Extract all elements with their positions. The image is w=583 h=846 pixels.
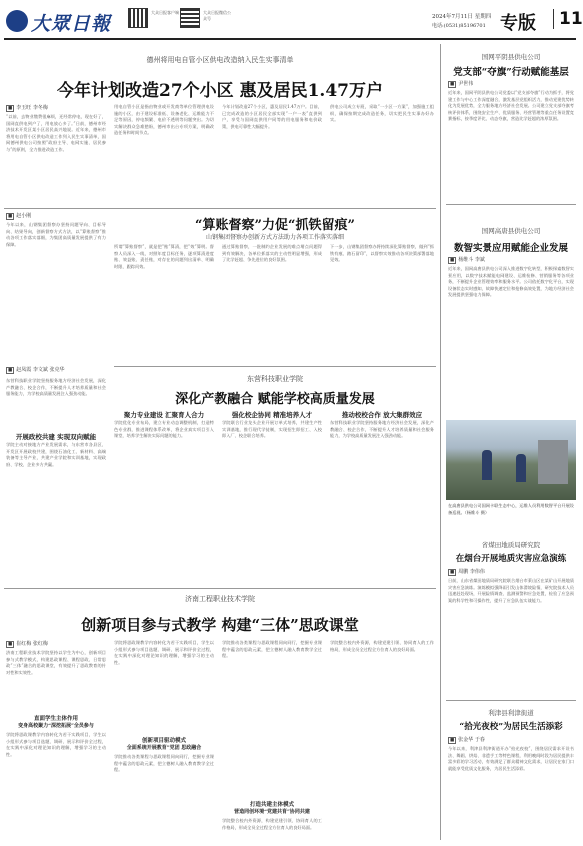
byline-mark: ■ <box>8 642 13 647</box>
section-name: 专版 <box>500 13 536 34</box>
byline-mark: ■ <box>450 570 455 575</box>
right1-byline: ■ 尹世伟 <box>450 81 474 87</box>
story4-subhead-3: 创新项目驱动模式 <box>141 738 186 744</box>
news-photo <box>446 420 576 500</box>
story1-headline: 今年计划改造27个小区 惠及居民1.47万户 <box>57 81 383 101</box>
divider <box>4 208 436 209</box>
right2-text: 近年来，国网高唐县供电公司深入推进数字化转型，积极探索数智实景应用，以数字技术赋能电网建设、运维检修、营销服务等各项业务，不断提升企业管理效率和服务水平。公司依托数字化平台，实现设备状态实时感知、故障快速定位和抢修高效处置，为地方经济社会发展提供坚强电力保障。 <box>448 266 574 298</box>
divider <box>446 700 576 701</box>
divider <box>446 204 576 205</box>
photo-worker-figure <box>516 454 526 482</box>
client-label: 大众日报客户端 <box>151 10 179 15</box>
story4-col-1b: 学院将思政课教学内容转化为若干实践项目，学生以小组形式参与项目选题、调研、展示和评价全过程，在实践中深化对理论知识的理解，增强学习的主动性。 <box>6 732 106 757</box>
story3-col-3: 学院联合行业龙头企业开展订单式培养，共建生产性实训基地，推行现代学徒制，实现招生即招工、入校即入厂、校企联合培养。 <box>222 420 322 439</box>
story3-col-4: 东营科技职业学院坚持服务地方经济社会发展，深化产教融合、校企合作，不断提升人才培养质量和社会服务能力，为学校高质量发展注入强劲动能。 <box>330 420 434 439</box>
byline-mark: ■ <box>450 258 455 263</box>
byline-mark: ■ <box>450 738 455 743</box>
story4-col-4: 学院整合校内外资源，构建党建引领、协同育人的工作格局，形成全员全过程全方位育人的良好局面。 <box>330 640 434 652</box>
story4-subhead-1: 直面学生主体作用 <box>33 716 78 722</box>
divider <box>114 366 436 367</box>
story2-byline-2: ■ 赵凤霞 李文斌 张克华 <box>8 367 65 373</box>
right3-headline: 在烟台开展地质灾害应急演练 <box>455 554 567 564</box>
right4-headline: “拾光夜校”为居民生活添彩 <box>459 722 563 732</box>
wechat-label: 大众日报微信公众号 <box>203 10 231 21</box>
byline-mark: ■ <box>8 368 13 373</box>
story4-headline: 创新项目参与式教学 构建“三体”思政课堂 <box>81 616 359 634</box>
masthead-rule <box>4 38 576 40</box>
story4-subhead-4: 全面系统开展教育”党团 思政融合 <box>126 745 202 751</box>
newspaper-logo <box>6 8 126 34</box>
story1-col-4: 供电公司成立专班，采取“一小区一方案”，加强施工组织，确保按期完成改造任务，切实把民生实事办好办实。 <box>330 104 434 123</box>
page-number: 11 <box>553 9 583 29</box>
story4-byline: ■ 崔红梅 张红梅 <box>8 641 48 647</box>
story2-headline: “算账督察”力促“抓铁留痕” <box>195 218 355 233</box>
right2-headline: 数智实景应用赋能企业发展 <box>453 243 568 254</box>
story4-subhead-6: 营造同创环境“党建共育”协同共建 <box>234 809 310 815</box>
phone-line: 电话:(0531)85196701 <box>432 23 486 29</box>
story3-subhead-4: 推动校校合作 放大集群效应 <box>341 411 423 419</box>
qr-code-icon-2 <box>180 8 200 28</box>
masthead <box>0 0 583 44</box>
story3-subhead-3: 强化校企协同 精准培养人才 <box>231 411 313 419</box>
column-separator <box>440 44 441 840</box>
right1-kicker: 国网平阴县供电公司 <box>481 53 541 61</box>
story1-col-3: 今年计划改造27个小区，惠及居民1.47万户。目前，已完成改造的小区居民全部实现“一户一表”直供到户，享受与国网直供用户同等的用电服务和电价政策，供电可靠性大幅提升。 <box>222 104 322 129</box>
story2-col-1: 今年以来，山钢集团督察办坚持问题导向、目标导向、结果导向，创新督察方式方法，以“算账督察”推动各项工作落实落细，为集团高质量发展提供了有力保障。 <box>6 222 106 247</box>
story4-col-2a: 学院将思政课教学内容转化为若干实践项目，学生以小组形式参与项目选题、调研、展示和评价全过程，在实践中深化对理论知识的理解，增强学习的主动性。 <box>114 640 214 665</box>
story2-col-2: 所谓“算账督察”，就是把“账”算清，把“效”算明。督察人员深入一线，对照年度目标任务，逐项算清进度账、效益账、责任账，对存在的问题列出清单、明确时限、跟踪问效。 <box>114 244 214 269</box>
photo-equipment <box>538 440 568 484</box>
right4-byline: ■ 张金华 于春 <box>450 737 485 743</box>
story1-kicker: 德州将用电自管小区供电改造纳入民生实事清单 <box>146 56 294 64</box>
logo-emblem-icon <box>6 10 28 32</box>
story4-kicker: 济南工程职业技术学院 <box>185 595 255 603</box>
story3-kicker: 东营科技职业学院 <box>247 375 303 383</box>
right3-kicker: 省煤田地质局研究院 <box>481 541 541 549</box>
divider <box>4 588 436 589</box>
story3-headline: 深化产教融合 赋能学校高质量发展 <box>175 392 375 407</box>
story1-col-1: “以前，去物业缴费很麻烦，还经常停电，现在好了，国网直供电到户了，用电放心多了。”日前，德州市经济技术开发区某小区居民高兴地说。近年来，德州市将用电自管小区供电改造工作列入民生实事清单，国网德州供电公司按照“政府主导、电网实施、居民参与”的原则，全力推进改造工作。 <box>6 114 106 152</box>
photo-caption: 在高唐县供电公司国网卡联生态中心，运维人员利用数智平台开展设备巡视。（杨维斗 摄） <box>448 503 574 515</box>
right4-text: 今年以来，利津县利津街道开办“拾光夜校”，围绕居民需求开设书法、舞蹈、烘焙、非遗手工等特色课程，利用晚间时段为居民提供丰富多彩的学习活动，有效满足了群众精神文化需求，让居民在家门口就能享受优质文化服务，为居民生活添彩。 <box>448 746 574 771</box>
story3-col-2: 学院优化专业布局，建立专业动态调整机制，打造特色专业群，推进课程体系改革，将企业真实项目引入课堂，培养学生解决实际问题的能力。 <box>114 420 214 439</box>
right3-byline: ■ 周鹏 李伟伟 <box>450 569 485 575</box>
byline-mark: ■ <box>8 214 13 219</box>
issue-date: 2024年7月11日 星期四 <box>432 14 492 20</box>
story2-col-4: 下一步，山钢集团督察办将持续深化算账督察，做到“抓铁有痕、踏石留印”，以督察实效推动各项决策部署落地见效。 <box>330 244 434 263</box>
story4-col-3b: 学院整合校内外资源，构建党建引领、协同育人的工作格局，形成全员全过程全方位育人的良好局面。 <box>222 818 322 830</box>
right3-text: 日前，山东省煤田地质局研究院联合烟台市莱山区在某矿山开展地质灾害应急演练。演练模拟强降雨引发山体滑坡险情，研究院技术人员迅速赶赴现场，开展险情调查、监测预警和应急处置，检验了应急预案的科学性和可操作性，提升了应急队伍实战能力。 <box>448 578 574 603</box>
right1-headline: 党支部“夺旗”行动赋能基层 <box>453 67 569 78</box>
photo-worker-figure <box>482 450 492 480</box>
story4-col-2b: 学院推动各类课程与思政课程同向同行，挖掘专业课程中蕴含的思政元素，把立德树人融入教育教学全过程。 <box>114 754 214 773</box>
logo-wordmark: 大眾日報 <box>31 13 112 35</box>
story2-col-3: 通过算账督察，一批制约企业发展的难点堵点问题得到有效解决，各单位抓落实的主动性明显增强，形成了比学赶超、争先进位的良好氛围。 <box>222 244 322 263</box>
right4-kicker: 利津县利津街道 <box>488 709 534 717</box>
story2-subhead: 山钢集团督察办创新方式方法助力各项工作落实落细 <box>205 234 344 241</box>
byline-mark: ■ <box>450 82 455 87</box>
story4-subhead-5: 打造共建主体模式 <box>249 802 294 808</box>
story2-byline-1: ■ 赵小刚 <box>8 213 32 219</box>
right1-text: 近年来，国网平阴县供电公司党委以“党支部夺旗”行动为抓手，将党建工作与中心工作深度融合，激发基层党组织活力，推动党建优势转化为发展优势，全力服务地方经济社会发展。公司建立党支部夺旗考核评价体系，围绕安全生产、优质服务、经营管理等重点任务设置竞赛指标，按季度评比、动态夺旗，营造比学赶超的浓厚氛围。 <box>448 90 574 122</box>
story1-col-2: 用电自管小区是指由物业或开发商等单位管理供电设施的小区，由于建设标准低、设备老化、运维能力不足等原因，停电频繁、电价不透明等问题突出。为切实解决群众急难愁盼，德州市出台专项方案，明确改造任务和时间节点。 <box>114 104 214 136</box>
story3-subhead-1: 开展政校共建 实现双向赋能 <box>15 433 97 441</box>
story3-intro: 东营科技职业学院坚持服务地方经济社会发展，深化产教融合、校企合作，不断提升人才培养质量和社会服务能力，为学校高质量发展注入强劲动能。 <box>6 378 106 397</box>
qr-code-icon <box>128 8 148 28</box>
story4-col-1a: 济南工程职业技术学院坚持以学生为中心，创新项目参与式教学模式，构建思政课程、课程思政、日常思政“三体”融合的思政课堂，有效提升了思政教育的针对性和实效性。 <box>6 650 106 675</box>
story3-subhead-2: 聚力专业建设 汇聚育人合力 <box>123 411 205 419</box>
right2-byline: ■ 杨维斗 李斌 <box>450 257 485 263</box>
story4-col-3a: 学院推动各类课程与思政课程同向同行，挖掘专业课程中蕴含的思政元素，把立德树人融入教育教学全过程。 <box>222 640 322 659</box>
right2-kicker: 国网高唐县供电公司 <box>481 227 541 235</box>
byline-mark: ■ <box>8 106 13 111</box>
story3-col-1: 学院主动对接地方产业发展需求，与东营市各县区、开发区开展政校共建，围绕石油化工、新材料、高端装备等主导产业，共建产业学院和实训基地，实现政府、学校、企业多方共赢。 <box>6 442 106 467</box>
story4-subhead-2: 变身高校聚力“深挖拓展”全员参与 <box>18 723 94 729</box>
story1-byline: ■ 李玉旺 李冬梅 <box>8 105 48 111</box>
